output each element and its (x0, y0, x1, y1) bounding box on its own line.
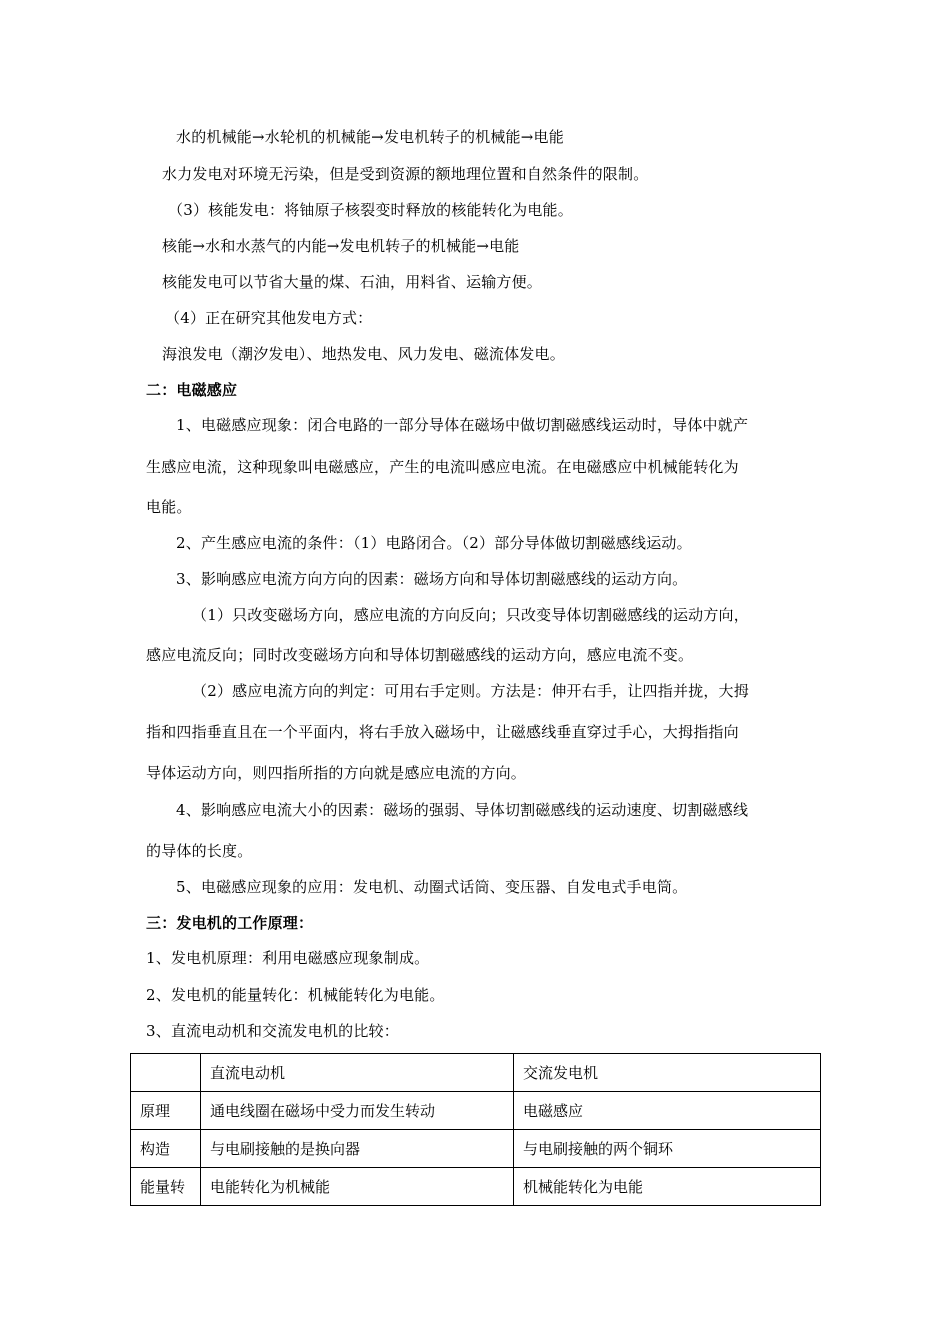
table-cell: 原理 (131, 1092, 201, 1130)
comparison-table (130, 1053, 821, 1206)
table-row (131, 1092, 821, 1130)
paragraph-gen-1: 1、发电机原理：利用电磁感应现象制成。 (146, 949, 430, 967)
paragraph-hydro-chain: 水的机械能→水轮机的机械能→发电机转子的机械能→电能 (176, 128, 564, 146)
table-header-row (131, 1054, 821, 1092)
paragraph-nuclear-chain: 核能→水和水蒸气的内能→发电机转子的机械能→电能 (162, 237, 520, 255)
table-cell: 机械能转化为电能 (514, 1168, 821, 1206)
paragraph-em-3-2b: 指和四指垂直且在一个平面内，将右手放入磁场中，让磁感线垂直穿过手心，大拇指指向 (146, 723, 739, 741)
table-header-cell: 交流发电机 (514, 1054, 821, 1092)
paragraph-em-1a: 1、电磁感应现象：闭合电路的一部分导体在磁场中做切割磁感线运动时，导体中就产 (176, 416, 749, 434)
table-header-cell (131, 1054, 201, 1092)
paragraph-nuclear-title: （3）核能发电：将铀原子核裂变时释放的核能转化为电能。 (168, 201, 573, 219)
table-cell: 电磁感应 (514, 1092, 821, 1130)
table-cell: 构造 (131, 1130, 201, 1168)
paragraph-em-3-2c: 导体运动方向，则四指所指的方向就是感应电流的方向。 (146, 764, 527, 782)
paragraph-em-3-1a: （1）只改变磁场方向，感应电流的方向反向；只改变导体切割磁感线的运动方向， (192, 606, 749, 624)
paragraph-em-1b: 生感应电流，这种现象叫电磁感应，产生的电流叫感应电流。在电磁感应中机械能转化为 (146, 458, 739, 476)
paragraph-em-4a: 4、影响感应电流大小的因素：磁场的强弱、导体切割磁感线的运动速度、切割磁感线 (176, 801, 749, 819)
paragraph-other-title: （4）正在研究其他发电方式： (165, 309, 373, 327)
paragraph-em-4b: 的导体的长度。 (146, 842, 253, 860)
table-cell: 能量转 (131, 1168, 201, 1206)
paragraph-em-3: 3、影响感应电流方向方向的因素：磁场方向和导体切割磁感线的运动方向。 (176, 570, 688, 588)
table-cell: 与电刷接触的两个铜环 (514, 1130, 821, 1168)
table-cell: 与电刷接触的是换向器 (201, 1130, 514, 1168)
table-row (131, 1168, 821, 1206)
paragraph-em-2: 2、产生感应电流的条件：（1）电路闭合。（2）部分导体做切割磁感线运动。 (176, 534, 692, 552)
paragraph-gen-2: 2、发电机的能量转化：机械能转化为电能。 (146, 986, 445, 1004)
section-heading-2: 二：电磁感应 (146, 381, 238, 399)
table-header-cell: 直流电动机 (201, 1054, 514, 1092)
paragraph-other-list: 海浪发电（潮汐发电）、地热发电、风力发电、磁流体发电。 (162, 345, 565, 363)
paragraph-hydro-note: 水力发电对环境无污染，但是受到资源的额地理位置和自然条件的限制。 (162, 165, 649, 183)
paragraph-em-1c: 电能。 (146, 498, 192, 516)
table-cell: 电能转化为机械能 (201, 1168, 514, 1206)
table-cell: 通电线圈在磁场中受力而发生转动 (201, 1092, 514, 1130)
paragraph-em-3-1b: 感应电流反向；同时改变磁场方向和导体切割磁感线的运动方向，感应电流不变。 (146, 646, 694, 664)
paragraph-em-5: 5、电磁感应现象的应用：发电机、动圈式话筒、变压器、自发电式手电筒。 (176, 878, 688, 896)
paragraph-nuclear-note: 核能发电可以节省大量的煤、石油，用料省、运输方便。 (162, 273, 543, 291)
table-row (131, 1130, 821, 1168)
paragraph-gen-3: 3、直流电动机和交流发电机的比较： (146, 1022, 399, 1040)
paragraph-em-3-2a: （2）感应电流方向的判定：可用右手定则。方法是：伸开右手，让四指并拢，大拇 (192, 682, 749, 700)
section-heading-3: 三：发电机的工作原理： (146, 914, 314, 932)
